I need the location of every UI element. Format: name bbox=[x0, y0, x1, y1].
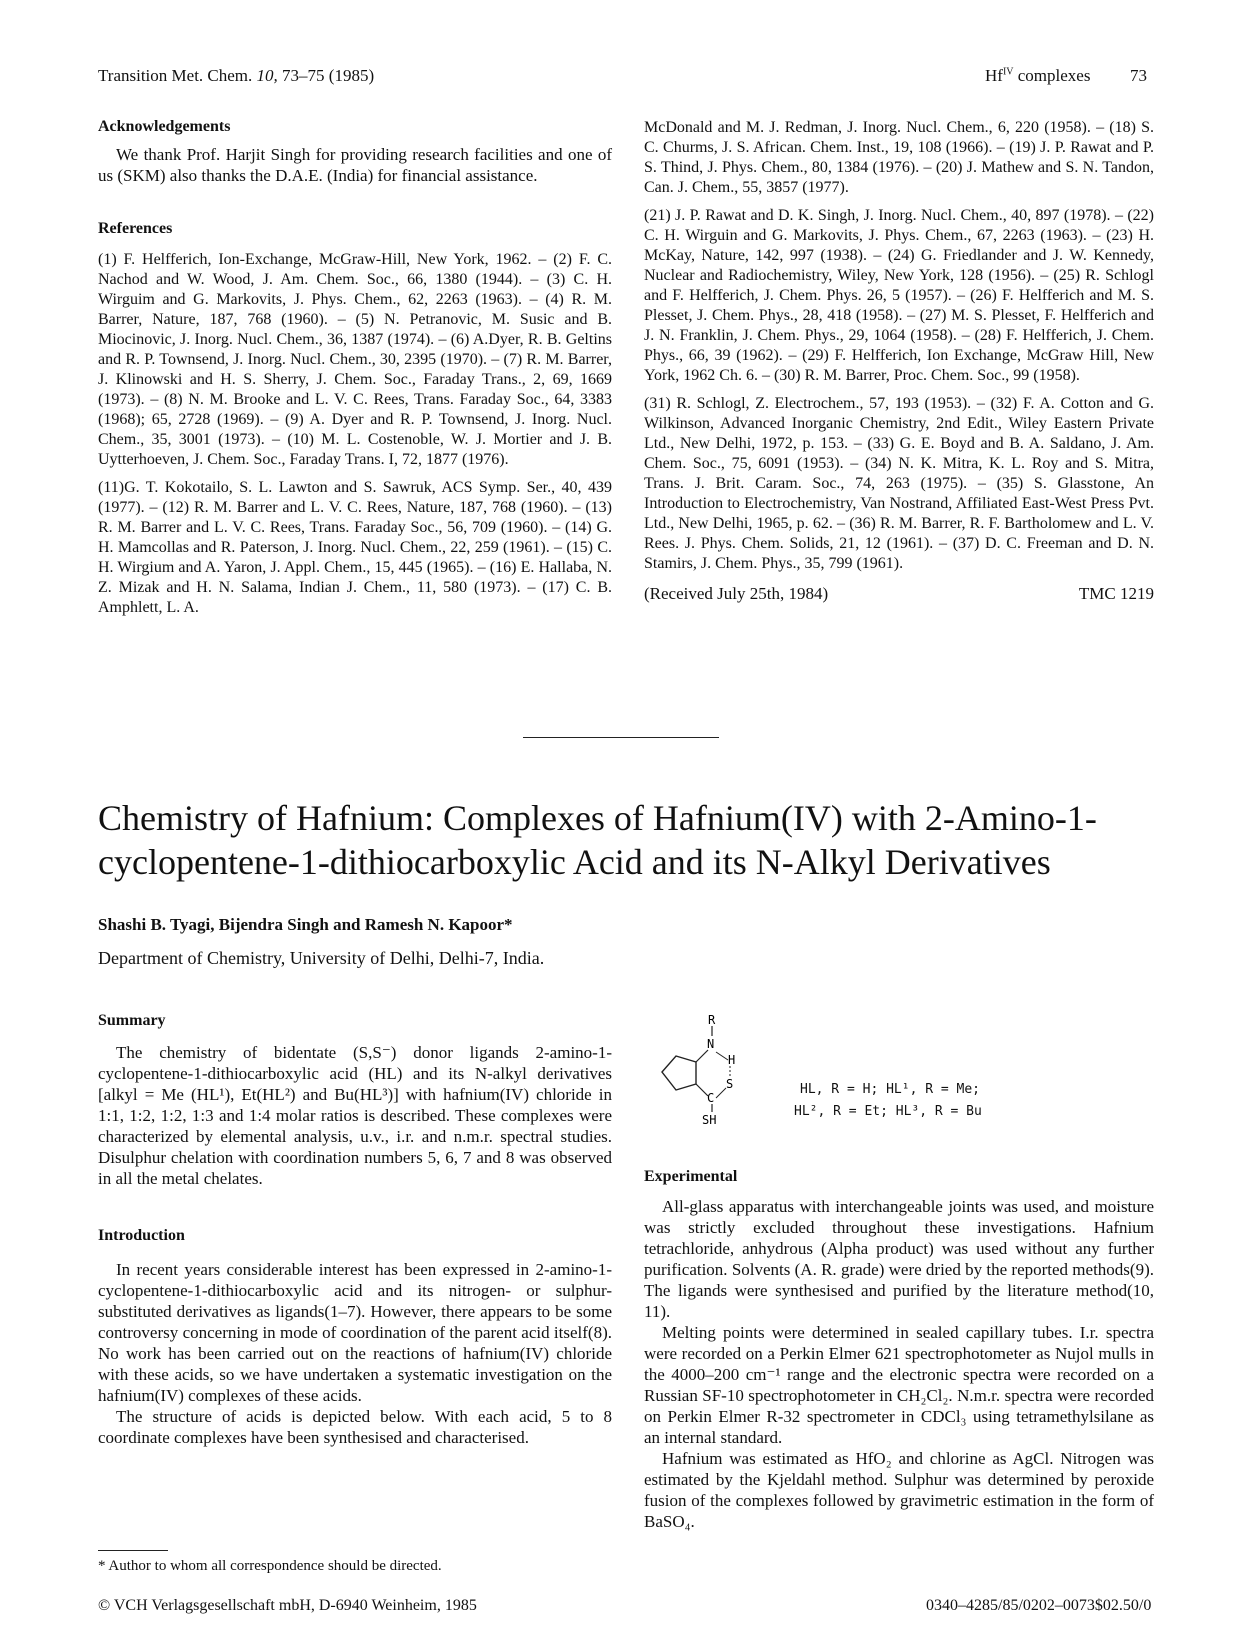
references-block-1: (1) F. Helfferich, Ion-Exchange, McGraw-Hill, New York, 1962. – (2) F. C. Nachod and W. Wood, J. Am. Chem. Soc., 66, 1380 (1944). – (3) C. H. Wirguim and G. Markovits, J. Phys. Chem., 62, 2263 (1963). – (4) R. M. Barrer, Nature, 187, 768 (1960). – (5) N. Petranovic, M. Susic and B. Miocinovic, J. Inorg. Nucl. Chem., 36, 1387 (1974). – (6) A.Dyer, R. B. Geltins and R. P. Townsend, J. Inorg. Nucl. Chem., 30, 2395 (1970). – (7) R. M. Barrer, J. Klinowski and H. S. Sherry, J. Chem. Soc., Faraday Trans., 2, 69, 1669 (1973). – (8) N. M. Brooke and L. V. C. Rees, Trans. Faraday Soc., 64, 3383 (1968); 65, 2728 (1969). – (9) A. Dyer and R. P. Townsend, J. Inorg. Nucl. Chem., 35, 3001 (1973). – (10) M. L. Costenoble, W. J. Mortier and J. B. Uytterhoeven, J. Chem. Soc., Faraday Trans. I, 72, 1877 (1976). bbox=[98, 251, 612, 468]
references-heading: References bbox=[98, 220, 173, 237]
received-date: (Received July 25th, 1984) bbox=[644, 584, 829, 603]
copyright-line: © VCH Verlagsgesellschaft mbH, D-6940 Weinheim, 1985 bbox=[98, 1597, 477, 1614]
page-number: 73 bbox=[1130, 66, 1147, 85]
experimental-heading: Experimental bbox=[644, 1168, 738, 1185]
experimental-paragraph-2: Melting points were determined in sealed capillary tubes. I.r. spectra were recorded on a Perkin Elmer 621 spectrophotometer as Nujol mulls in the 4000–200 cm⁻¹ range and the electronic spectra were recorded on a Russian SF-10 spectrophotometer in CH₂Cl₂. N.m.r. spectra were recorded on Perkin Elmer R-32 spectrometer in CDCl₃ using tetramethylsilane as an internal standard. bbox=[644, 1323, 1154, 1447]
label-s: S bbox=[726, 1077, 734, 1091]
label-sh: SH bbox=[702, 1113, 717, 1127]
label-r: R bbox=[708, 1013, 716, 1027]
label-h: H bbox=[728, 1053, 736, 1067]
footnote: * Author to whom all correspondence should be directed. bbox=[98, 1558, 442, 1574]
summary-text: The chemistry of bidentate (S,S⁻) donor ligands 2-amino-1-cyclopentene-1-dithiocarboxylic acid (HL) and its N-alkyl derivatives [alkyl = Me (HL¹), Et(HL²) and Bu(HL³)] with hafnium(IV) chloride in 1:1, 1:2, 1:2, 1:3 and 1:4 molar ratios is described. These complexes were characterized by elemental analysis, u.v., i.r. and n.m.r. spectral studies. Disulphur chelation with coordination numbers 5, 6, 7 and 8 was observed in all the metal chelates. bbox=[98, 1043, 612, 1188]
footnote-divider bbox=[98, 1550, 168, 1551]
article-code: 0340–4285/85/0202–0073$02.50/0 bbox=[926, 1597, 1152, 1614]
bond-ring-nitrogen bbox=[696, 1050, 708, 1062]
running-header-left bbox=[98, 66, 374, 86]
experimental-paragraph-3: Hafnium was estimated as HfO₂ and chlorine as AgCl. Nitrogen was estimated by the Kjeldahl method. Sulphur was determined by peroxide fusion of the complexes followed by gravimetric estimation in the form of BaSO₄. bbox=[644, 1449, 1154, 1531]
section-divider bbox=[523, 737, 719, 738]
introduction-heading: Introduction bbox=[98, 1227, 185, 1244]
references-block-5: (31) R. Schlogl, Z. Electrochem., 57, 193 (1953). – (32) F. A. Cotton and G. Wilkinson, Advanced Inorganic Chemistry, 2nd Edit., Wiley Eastern Private Ltd., New Delhi, 1972, p. 153. – (33) G. E. Boyd and B. A. Saldano, J. Am. Chem. Soc., 75, 6091 (1953). – (34) N. K. Mitra, K. L. Roy and S. Mitra, Trans. J. Brit. Caram. Soc., 74, 263 (1975). – (35) S. Glasstone, An Introduction to Electrochemistry, Van Nostrand, Affiliated East-West Press Pvt. Ltd., New Delhi, 1965, p. 62. – (36) R. M. Barrer, R. F. Bartholomew and L. V. Rees. J. Phys. Chem. Solids, 21, 12 (1961). – (37) D. C. Freeman and D. N. Stamirs, J. Chem. Phys., 35, 799 (1961). bbox=[644, 395, 1154, 572]
bottom-right-column bbox=[644, 1168, 1154, 1532]
experimental-paragraph-1: All-glass apparatus with interchangeable joints was used, and moisture was strictly excluded throughout these investigations. Hafnium tetrachloride, anhydrous (Alpha product) was used without any further purification. Solvents (A. R. grade) were dried by the reported methods(9). The ligands were synthesised and purified by the literature method(10, 11). bbox=[644, 1197, 1154, 1321]
references-block-4: (21) J. P. Rawat and D. K. Singh, J. Inorg. Nucl. Chem., 40, 897 (1978). – (22) C. H. Wirguin and G. Markovits, J. Phys. Chem., 67, 2263 (1963). – (23) H. McKay, Nature, 142, 997 (1938). – (24) G. Friedlander and J. W. Kennedy, Nuclear and Radiochemistry, Wiley, New York, 128 (1956). – (25) R. Schlogl and F. Helfferich, J. Chem. Phys. 26, 5 (1957). – (26) F. Helfferich and M. S. Plesset, J. Chem. Phys., 28, 418 (1958). – (27) M. S. Plesset, F. Helfferich and J. N. Franklin, J. Chem. Phys., 29, 1064 (1958). – (28) F. Helfferich, J. Chem. Phys., 66, 39 (1962). – (29) F. Helfferich, Ion Exchange, McGraw Hill, New York, 1962 Ch. 6. – (30) R. M. Barrer, Proc. Chem. Soc., 99 (1958). bbox=[644, 207, 1154, 384]
bottom-left-column bbox=[98, 1012, 612, 1448]
journal-volume: 10, bbox=[256, 66, 278, 85]
label-n: N bbox=[707, 1037, 715, 1051]
running-title: $Hf^{IV}$ complexes bbox=[985, 66, 1091, 85]
references-block-3: McDonald and M. J. Redman, J. Inorg. Nucl. Chem., 6, 220 (1958). – (18) S. C. Churms, J. S. African. Chem. Inst., 19, 108 (1966). – (19) J. P. Rawat and P. S. Thind, J. Phys. Chem., 80, 1384 (1976). – (20) J. Mathew and S. N. Tandon, Can. J. Chem., 55, 3857 (1977). bbox=[644, 119, 1154, 196]
affiliation: Department of Chemistry, University of Delhi, Delhi-7, India. bbox=[98, 948, 545, 968]
structure-caption-1: HL, R = H; HL¹, R = Me; bbox=[800, 1082, 981, 1097]
introduction-paragraph-2: The structure of acids is depicted below. With each acid, 5 to 8 coordinate complexes have been synthesised and characterised. bbox=[98, 1407, 612, 1447]
journal-pages: 73–75 (1985) bbox=[282, 66, 375, 85]
references-block-2: (11)G. T. Kokotailo, S. L. Lawton and S. Sawruk, ACS Symp. Ser., 40, 439 (1977). – (12) R. M. Barrer and L. V. C. Rees, Nature, 187, 768 (1960). – (13) R. M. Barrer and L. V. C. Rees, Trans. Faraday Soc., 56, 709 (1960). – (14) G. H. Mamcollas and R. Paterson, J. Inorg. Nucl. Chem., 22, 259 (1961). – (15) C. H. Wirgium and A. Yaron, J. Appl. Chem., 15, 445 (1965). – (16) E. Hallaba, N. Z. Mizak and H. N. Salama, Indian J. Chem., 11, 580 (1973). – (17) C. B. Amphlett, L. A. bbox=[98, 479, 612, 616]
ligand-structure-diagram bbox=[644, 1012, 764, 1132]
cyclopentene-ring bbox=[662, 1056, 696, 1090]
journal-name: Transition Met. Chem. bbox=[98, 66, 253, 85]
summary-heading: Summary bbox=[98, 1012, 166, 1029]
top-left-column bbox=[98, 118, 612, 626]
author-list: Shashi B. Tyagi, Bijendra Singh and Ramesh N. Kapoor* bbox=[98, 915, 513, 934]
label-c: C bbox=[707, 1091, 715, 1105]
introduction-paragraph-1: In recent years considerable interest has been expressed in 2-amino-1-cyclopentene-1-dithiocarboxylic acid and its nitrogen- or sulphur-substituted derivatives as ligands(1–7). However, there appears to be some controversy concerning in mode of coordination of the parent acid itself(8). No work has been carried out on the reactions of hafnium(IV) chloride with these acids, so we have undertaken a systematic investigation on the hafnium(IV) complexes of these acids. bbox=[98, 1260, 612, 1405]
bond-c-s-double bbox=[716, 1088, 726, 1098]
acknowledgements-heading: Acknowledgements bbox=[98, 118, 231, 135]
bond-nitrogen-hydrogen bbox=[716, 1052, 728, 1060]
acknowledgements-text: We thank Prof. Harjit Singh for providing research facilities and one of us (SKM) also thanks the D.A.E. (India) for financial assistance. bbox=[98, 145, 612, 185]
top-right-column bbox=[644, 118, 1154, 604]
structure-caption-2: HL², R = Et; HL³, R = Bu bbox=[794, 1104, 982, 1119]
received-line bbox=[644, 584, 1154, 604]
article-title: Chemistry of Hafnium: Complexes of Hafnium(IV) with 2-Amino-1-cyclopentene-1-dithiocarboxylic Acid and its N-Alkyl Derivatives bbox=[98, 798, 1097, 882]
manuscript-code: TMC 1219 bbox=[1078, 584, 1154, 603]
